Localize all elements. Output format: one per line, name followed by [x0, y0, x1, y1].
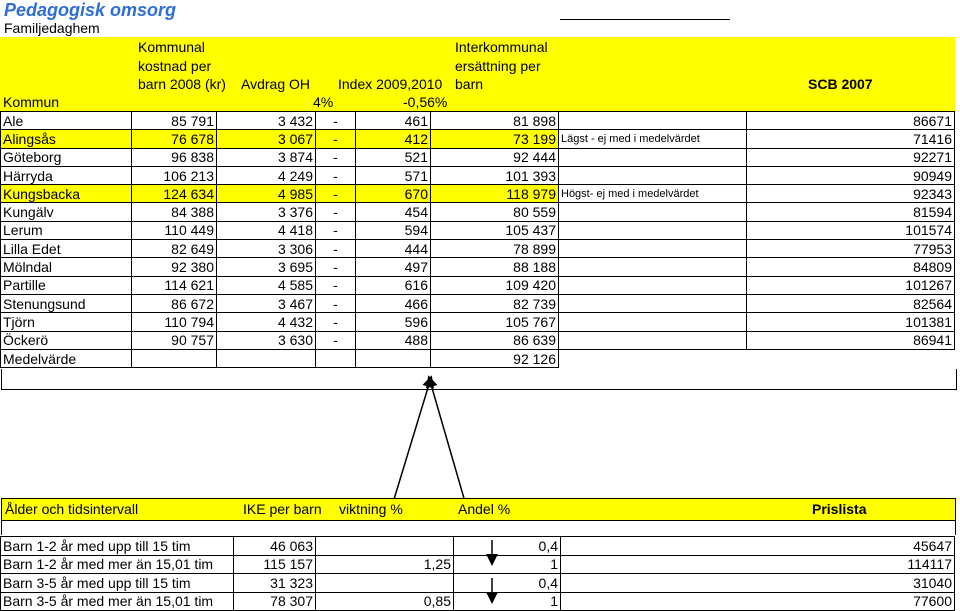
cell-dash: -	[316, 166, 356, 184]
cell-ers: 105 437	[431, 221, 559, 239]
cell-kostnad: 124 634	[132, 185, 217, 203]
cell-kostnad: 76 678	[132, 130, 217, 148]
lower-header-ike: IKE per barn	[243, 501, 322, 517]
cell-avdrag: 3 467	[217, 294, 316, 312]
cell-avdrag: 3 630	[217, 331, 316, 349]
header-scb: SCB 2007	[808, 76, 873, 92]
header-avdrag: Avdrag OH	[241, 76, 310, 92]
cell-scb: 92343	[747, 185, 955, 203]
cell-avdrag: 3 432	[217, 112, 316, 130]
cell-index: 596	[356, 313, 431, 331]
price-cell-ike: 46 063	[234, 537, 316, 556]
cell-ers: 88 188	[431, 258, 559, 276]
cell-scb: 77953	[747, 240, 955, 258]
header-index: Index 2009,2010	[338, 76, 443, 92]
cell-ers: 82 739	[431, 294, 559, 312]
cell-ers: 118 979	[431, 185, 559, 203]
cell-kommun: Stenungsund	[1, 294, 132, 312]
cell-avdrag: 4 418	[217, 221, 316, 239]
cell-index: 616	[356, 276, 431, 294]
cell-kommun: Härryda	[1, 166, 132, 184]
price-cell-andel: 1	[454, 555, 561, 574]
cell-kostnad: 96 838	[132, 148, 217, 166]
lower-header-viktning: viktning %	[339, 501, 403, 517]
cell-ers: 109 420	[431, 276, 559, 294]
price-row	[1, 574, 955, 593]
price-cell-ike: 115 157	[234, 555, 316, 574]
price-cell-pris: 77600	[561, 592, 955, 611]
price-cell-viktning	[316, 537, 454, 556]
cell-avdrag: 3 306	[217, 240, 316, 258]
header-oh-pct: 4%	[313, 94, 334, 110]
cell-scb: 82564	[747, 294, 955, 312]
cell-dash: -	[316, 240, 356, 258]
cell-scb: 86671	[747, 112, 955, 130]
cell-kostnad: 106 213	[132, 166, 217, 184]
cell-dash: -	[316, 130, 356, 148]
cell-scb: 86941	[747, 331, 955, 349]
cell-avdrag: 3 376	[217, 203, 316, 221]
price-cell-label: Barn 1-2 år med upp till 15 tim	[1, 537, 234, 556]
cell-index: 412	[356, 130, 431, 148]
cell-kostnad: 84 388	[132, 203, 217, 221]
lower-header-andel: Andel %	[458, 501, 511, 517]
cell-kommun: Alingsås	[1, 130, 132, 148]
cell-avdrag: 3 067	[217, 130, 316, 148]
cell-dash: -	[316, 331, 356, 349]
cell-index: 488	[356, 331, 431, 349]
lower-header-alder: Ålder och tidsintervall	[5, 501, 139, 517]
cell-kommun: Kungälv	[1, 203, 132, 221]
page-title: Pedagogisk omsorg	[4, 0, 177, 20]
price-cell-viktning	[316, 574, 454, 593]
cell-index: 466	[356, 294, 431, 312]
cell-scb: 84809	[747, 258, 955, 276]
cell-kostnad: 110 794	[132, 313, 217, 331]
cell-kostnad: 114 621	[132, 276, 217, 294]
cell-avdrag: 3 695	[217, 258, 316, 276]
cell-avdrag: 4 585	[217, 276, 316, 294]
cell-note: Lägst - ej med i medelvärdet	[559, 130, 747, 148]
price-cell-andel: 0,4	[454, 574, 561, 593]
lower-header-prislista: Prislista	[812, 501, 867, 517]
price-cell-viktning: 1,25	[316, 555, 454, 574]
cell-avdrag: 4 249	[217, 166, 316, 184]
cell-index: 454	[356, 203, 431, 221]
cell-ers: 105 767	[431, 313, 559, 331]
header-kommun: Kommun	[3, 94, 60, 110]
cell-scb: 101267	[747, 276, 955, 294]
cell-scb: 71416	[747, 130, 955, 148]
cell-ers: 80 559	[431, 203, 559, 221]
price-cell-andel: 0,4	[454, 537, 561, 556]
cell-scb: 90949	[747, 166, 955, 184]
cell-index: 670	[356, 185, 431, 203]
cell-index: 521	[356, 148, 431, 166]
header-kostnad: Kommunal kostnad per barn 2008 (kr)	[138, 39, 226, 92]
cell-kostnad: 82 649	[132, 240, 217, 258]
header-index-pct: -0,56%	[403, 94, 448, 110]
header-ersattning: Interkommunal ersättning per barn	[455, 39, 548, 92]
lower-spacer	[1, 519, 956, 535]
cell-kostnad: 110 449	[132, 221, 217, 239]
price-table	[0, 536, 955, 611]
cell-kommun: Lilla Edet	[1, 240, 132, 258]
price-cell-pris: 45647	[561, 537, 955, 556]
cell-dash: -	[316, 148, 356, 166]
cell-ers: 81 898	[431, 112, 559, 130]
page-subtitle: Familjedaghem	[4, 20, 100, 36]
cell-index: 594	[356, 221, 431, 239]
cell-ers: 86 639	[431, 331, 559, 349]
price-row	[1, 592, 955, 611]
cell-avdrag: 4 432	[217, 313, 316, 331]
cell-dash: -	[316, 112, 356, 130]
price-row	[1, 537, 955, 556]
cell-kostnad: 86 672	[132, 294, 217, 312]
cell-dash: -	[316, 313, 356, 331]
cell-dash: -	[316, 185, 356, 203]
cell-dash: -	[316, 294, 356, 312]
medel-label: Medelvärde	[1, 349, 132, 367]
cell-ers: 78 899	[431, 240, 559, 258]
cell-kostnad: 85 791	[132, 112, 217, 130]
price-cell-pris: 31040	[561, 574, 955, 593]
cell-kommun: Mölndal	[1, 258, 132, 276]
price-cell-ike: 31 323	[234, 574, 316, 593]
cell-dash: -	[316, 203, 356, 221]
cell-index: 497	[356, 258, 431, 276]
price-row	[1, 555, 955, 574]
cell-kommun: Öckerö	[1, 331, 132, 349]
medel-value: 92 126	[431, 349, 559, 367]
cell-index: 461	[356, 112, 431, 130]
price-cell-label: Barn 1-2 år med mer än 15,01 tim	[1, 555, 234, 574]
cell-kommun: Partille	[1, 276, 132, 294]
cell-ers: 101 393	[431, 166, 559, 184]
cell-dash: -	[316, 221, 356, 239]
cell-index: 444	[356, 240, 431, 258]
cell-ers: 92 444	[431, 148, 559, 166]
price-cell-pris: 114117	[561, 555, 955, 574]
price-cell-andel: 1	[454, 592, 561, 611]
cell-ers: 73 199	[431, 130, 559, 148]
cell-kostnad: 92 380	[132, 258, 217, 276]
cell-kommun: Kungsbacka	[1, 185, 132, 203]
cell-kommun: Ale	[1, 112, 132, 130]
lower-header	[1, 498, 956, 521]
cell-kommun: Tjörn	[1, 313, 132, 331]
cell-scb: 81594	[747, 203, 955, 221]
price-cell-label: Barn 3-5 år med mer än 15,01 tim	[1, 592, 234, 611]
cell-index: 571	[356, 166, 431, 184]
cell-dash: -	[316, 276, 356, 294]
price-cell-label: Barn 3-5 år med upp till 15 tim	[1, 574, 234, 593]
cell-scb: 101381	[747, 313, 955, 331]
cell-scb: 101574	[747, 221, 955, 239]
cell-kommun: Göteborg	[1, 148, 132, 166]
cell-dash: -	[316, 258, 356, 276]
price-cell-ike: 78 307	[234, 592, 316, 611]
price-cell-viktning: 0,85	[316, 592, 454, 611]
cell-kommun: Lerum	[1, 221, 132, 239]
cell-note: Högst- ej med i medelvärdet	[559, 185, 747, 203]
cell-avdrag: 3 874	[217, 148, 316, 166]
cell-avdrag: 4 985	[217, 185, 316, 203]
cell-scb: 92271	[747, 148, 955, 166]
cell-kostnad: 90 757	[132, 331, 217, 349]
